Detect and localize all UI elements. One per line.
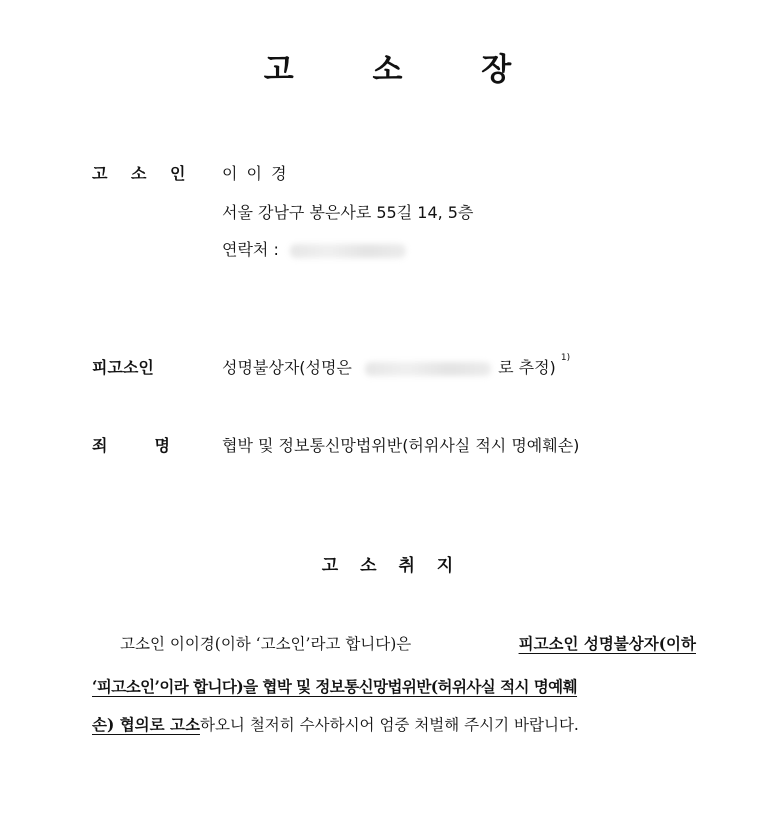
- footnote-marker: 1): [560, 353, 571, 363]
- defendant-value-prefix: 성명불상자(성명은: [222, 358, 352, 377]
- charge-label-a: 죄: [92, 436, 108, 455]
- paragraph-line-1-plain: 고소인 이이경(이하 ‘고소인’라고 합니다)은: [120, 635, 412, 653]
- paragraph-line-2: [92, 675, 696, 697]
- complainant-label: 고 소 인: [92, 164, 195, 183]
- section-title: 고 소 취 지: [321, 556, 462, 576]
- paragraph-line-2-bold: ‘피고소인’이라 합니다)을 협박 및 정보통신망법위반(허위사실 적시 명예훼: [92, 677, 578, 696]
- contact-label: 연락처 :: [222, 240, 279, 259]
- document-title: 고 소 장: [263, 52, 546, 88]
- paragraph-line-3-plain: 하오니 철저히 수사하시어 엄중 처벌해 주시기 바랍니다.: [199, 716, 579, 734]
- charge-label-b: 명: [154, 436, 170, 455]
- defendant-name-redacted: [365, 362, 491, 376]
- charge-label: [92, 433, 170, 456]
- paragraph-line-1: [92, 632, 696, 654]
- defendant-label: 피고소인: [92, 358, 154, 377]
- contact-redacted: [290, 244, 406, 258]
- defendant-value: [222, 355, 570, 378]
- defendant-value-suffix: 로 추정): [498, 358, 556, 377]
- complainant-contact: [222, 237, 406, 260]
- complainant-name: 이 이 경: [222, 164, 289, 183]
- paragraph-line-3: [92, 713, 696, 735]
- paragraph-line-1-bold: 피고소인 성명불상자(이하: [518, 634, 696, 653]
- paragraph-line-3-bold: 손) 협의로 고소: [92, 715, 200, 734]
- charge-value: 협박 및 정보통신망법위반(허위사실 적시 명예훼손): [222, 436, 580, 455]
- complainant-address: 서울 강남구 봉은사로 55길 14, 5층: [222, 203, 474, 222]
